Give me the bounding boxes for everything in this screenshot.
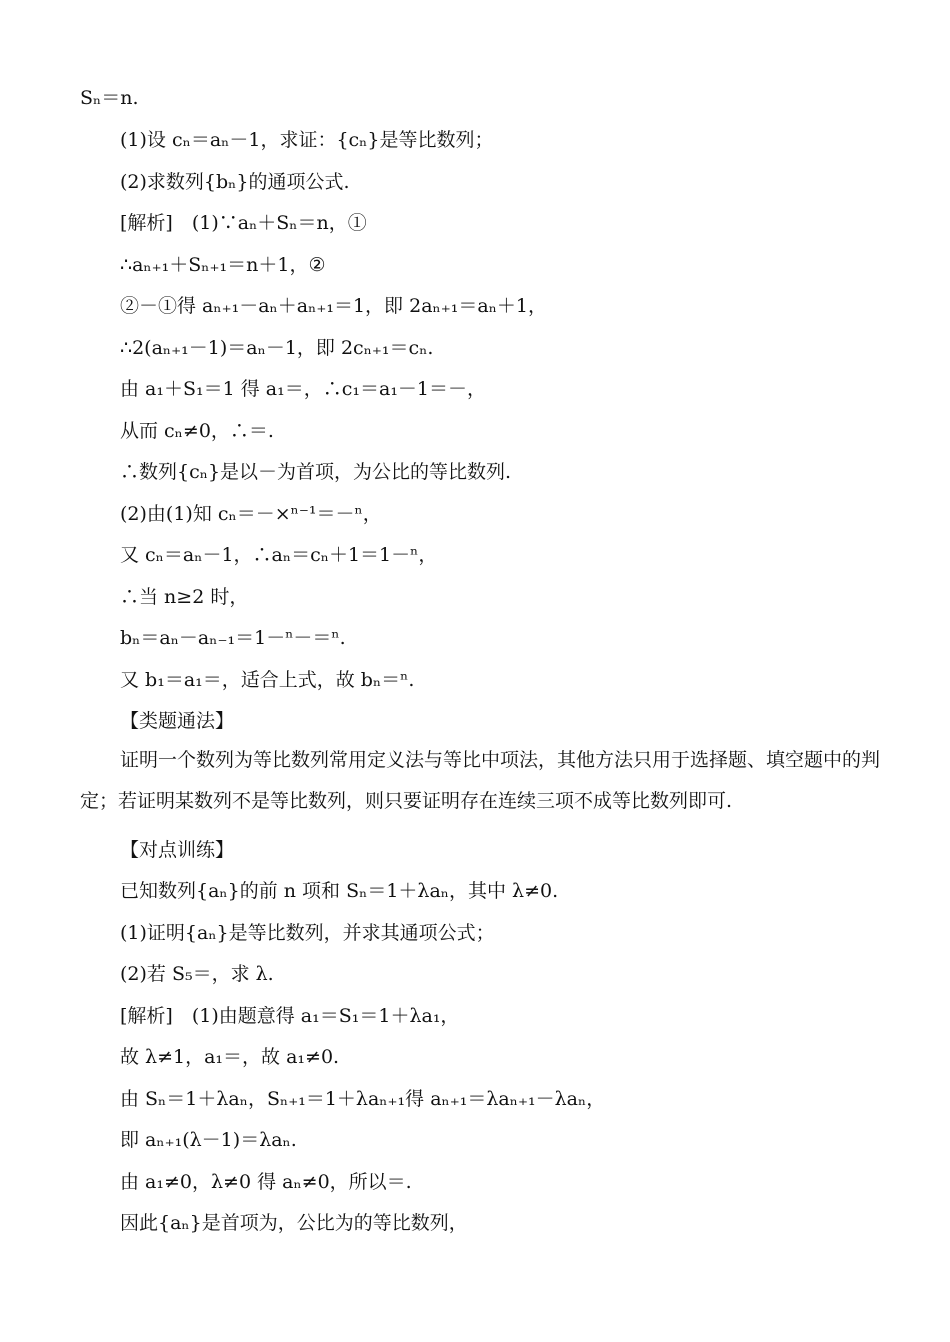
solution-line: 由 a₁≠0，λ≠0 得 aₙ≠0，所以＝.	[120, 1171, 412, 1193]
question-part-1: (1)设 cₙ＝aₙ－1，求证：{cₙ}是等比数列；	[120, 129, 494, 151]
solution-line: 由 Sₙ＝1＋λaₙ，Sₙ₊₁＝1＋λaₙ₊₁得 aₙ₊₁＝λaₙ₊₁－λaₙ，	[120, 1088, 606, 1110]
solution-line: 故 λ≠1，a₁＝，故 a₁≠0.	[120, 1046, 340, 1068]
solution-line: [解析] (1)∵aₙ＋Sₙ＝n，①	[120, 212, 367, 234]
exercise-statement: 已知数列{aₙ}的前 n 项和 Sₙ＝1＋λaₙ，其中 λ≠0.	[120, 880, 559, 902]
solution-line: (2)由(1)知 cₙ＝－×ⁿ⁻¹＝－ⁿ，	[120, 503, 382, 525]
solution-line: 由 a₁＋S₁＝1 得 a₁＝，∴c₁＝a₁－1＝－，	[120, 378, 487, 400]
exercise-part-2: (2)若 S₅＝，求 λ.	[120, 963, 274, 985]
text-line: Sₙ＝n.	[80, 87, 139, 109]
exercise-part-1: (1)证明{aₙ}是等比数列，并求其通项公式；	[120, 922, 495, 944]
solution-line: ∴数列{cₙ}是以－为首项，为公比的等比数列.	[120, 461, 512, 483]
question-part-2: (2)求数列{bₙ}的通项公式.	[120, 171, 350, 193]
solution-line: ∴当 n≥2 时，	[120, 586, 249, 608]
solution-line: 即 aₙ₊₁(λ－1)＝λaₙ.	[120, 1129, 297, 1151]
solution-line: 因此{aₙ}是首项为，公比为的等比数列，	[120, 1212, 468, 1234]
section-heading: 【对点训练】	[120, 839, 235, 861]
solution-line: 又 cₙ＝aₙ－1，∴aₙ＝cₙ＋1＝1－ⁿ，	[120, 544, 438, 566]
solution-line: 从而 cₙ≠0，∴＝.	[120, 420, 274, 442]
solution-line: bₙ＝aₙ－aₙ₋₁＝1－ⁿ－＝ⁿ.	[120, 627, 346, 649]
method-summary-paragraph: 证明一个数列为等比数列常用定义法与等比中项法，其他方法只用于选择题、填空题中的判定；若证明某数列不是等比数列，则只要证明存在连续三项不成等比数列即可.	[80, 749, 880, 812]
solution-line: 又 b₁＝a₁＝，适合上式，故 bₙ＝ⁿ.	[120, 669, 415, 691]
solution-line: ∴aₙ₊₁＋Sₙ₊₁＝n＋1，②	[120, 254, 326, 276]
solution-line: [解析] (1)由题意得 a₁＝S₁＝1＋λa₁，	[120, 1005, 460, 1027]
solution-line: ∴2(aₙ₊₁－1)＝aₙ－1，即 2cₙ₊₁＝cₙ.	[120, 337, 434, 359]
section-heading: 【类题通法】	[120, 710, 235, 732]
solution-line: ②－①得 aₙ₊₁－aₙ＋aₙ₊₁＝1，即 2aₙ₊₁＝aₙ＋1，	[120, 295, 548, 317]
